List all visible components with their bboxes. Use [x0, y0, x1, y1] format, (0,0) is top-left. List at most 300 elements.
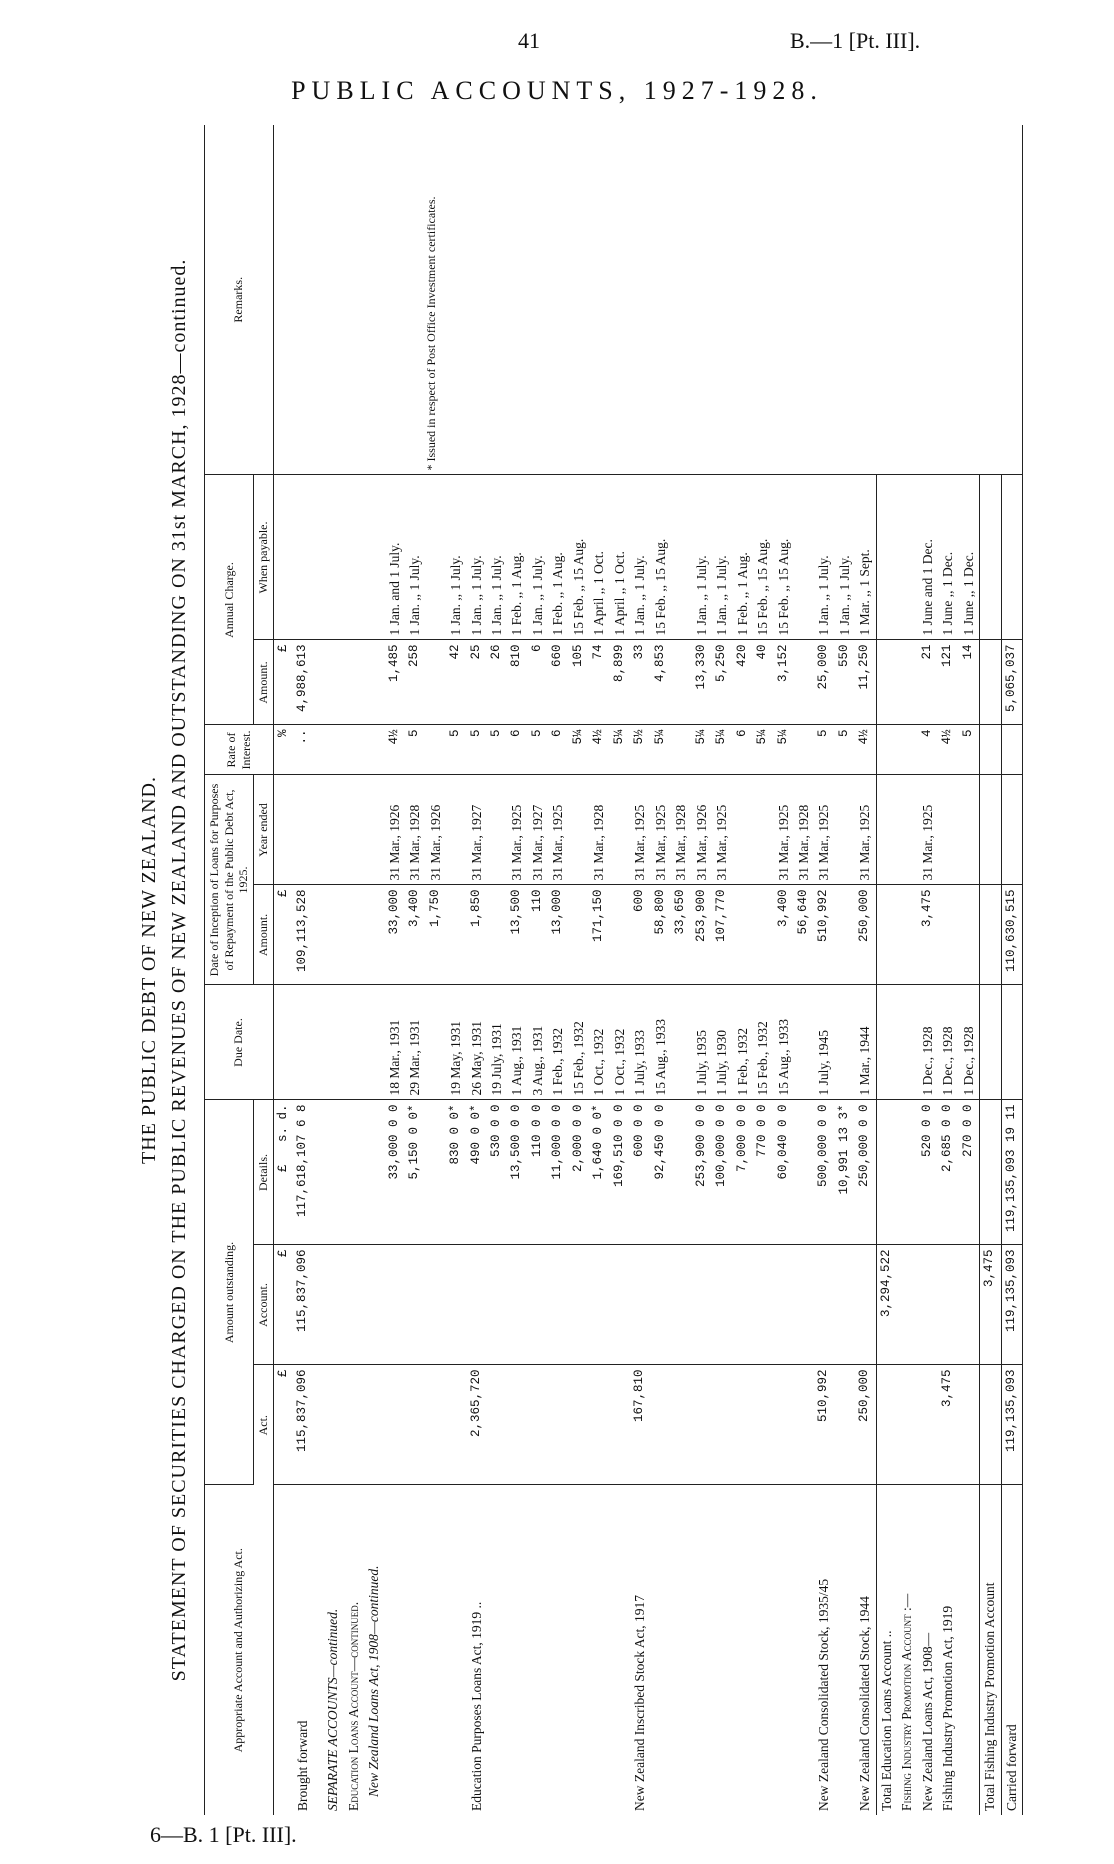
details-cell: 169,510 0 0 [610, 1100, 630, 1245]
remarks-cell [273, 125, 1023, 475]
act-cell: 250,000 [855, 1365, 876, 1485]
due-cell [794, 985, 814, 1100]
when-cell: 1 Jan. ,, 1 July. [630, 475, 650, 640]
when-cell: 1 Feb. ,, 1 Aug. [733, 475, 753, 640]
ac-cell: 33 [630, 640, 650, 725]
act-cell [753, 1365, 773, 1485]
rate-cell: 5 [814, 725, 834, 775]
due-cell: 1 Aug., 1931 [507, 985, 527, 1100]
label-cell [426, 1485, 446, 1815]
details-cell [671, 1100, 691, 1245]
year-cell: 31 Mar., 1926 [426, 775, 446, 885]
unit-pound: £ [273, 1245, 293, 1365]
act-cell [918, 1365, 938, 1485]
ac-cell [980, 640, 1001, 725]
year-cell: 31 Mar., 1925 [548, 775, 568, 885]
rate-cell [426, 725, 446, 775]
act-cell [569, 1365, 589, 1485]
footer-reference: 6—B. 1 [Pt. III]. [150, 1822, 297, 1847]
details-cell: 600 0 0 [630, 1100, 650, 1245]
year-cell [487, 775, 507, 885]
account-cell [692, 1245, 712, 1365]
due-cell [671, 985, 691, 1100]
empty-cell [1001, 775, 1022, 885]
consol-1944-label: New Zealand Consolidated Stock, 1944 [857, 1596, 873, 1811]
inc-cell: 33,000 [385, 885, 405, 985]
act-cell [733, 1365, 753, 1485]
due-cell [980, 985, 1001, 1100]
due-cell: 1 July, 1935 [692, 985, 712, 1100]
account-cell [548, 1245, 568, 1365]
account-cell [712, 1245, 732, 1365]
rate-cell: 5¼ [692, 725, 712, 775]
details-cell: 770 0 0 [753, 1100, 773, 1245]
rate-cell: 5 [467, 725, 487, 775]
account-cell [753, 1245, 773, 1365]
label-cell [753, 1485, 773, 1815]
rate-cell [980, 725, 1001, 775]
due-cell: 1 Dec., 1928 [938, 985, 958, 1100]
when-cell: 1 Jan. ,, 1 July. [487, 475, 507, 640]
inc-cell: 250,000 [855, 885, 876, 985]
account-cell: 3,294,522 [876, 1245, 897, 1365]
act-cell: 2,365,720 [467, 1365, 487, 1485]
when-cell: 15 Feb. ,, 15 Aug. [774, 475, 794, 640]
edu-purposes-label: Education Purposes Loans Act, 1919 .. [468, 1601, 484, 1811]
inc-cell: 13,500 [507, 885, 527, 985]
ac-cell: 258 [405, 640, 425, 725]
ac-cell: 420 [733, 640, 753, 725]
due-cell: 1 Dec., 1928 [959, 985, 980, 1100]
details-cell: 250,000 0 0 [855, 1100, 876, 1245]
ac-cell: 40 [753, 640, 773, 725]
securities-table [204, 125, 1023, 1815]
when-cell [794, 475, 814, 640]
when-cell: 1 Jan. ,, 1 July. [405, 475, 425, 640]
unit-sd: s. d. [275, 1104, 290, 1143]
year-cell [938, 775, 958, 885]
year-cell [959, 775, 980, 885]
when-cell [876, 475, 897, 640]
year-cell [876, 775, 897, 885]
rate-cell: 5¼ [651, 725, 671, 775]
unit-pound: £ [273, 885, 293, 985]
details-cell [794, 1100, 814, 1245]
carried-forward-inception: 110,630,515 [1001, 885, 1022, 985]
carried-forward-details: 119,135,093 19 11 [1001, 1100, 1022, 1245]
year-cell: 31 Mar., 1928 [671, 775, 691, 885]
page-title: PUBLIC ACCOUNTS, 1927-1928. [291, 76, 823, 105]
account-cell [630, 1245, 650, 1365]
label-cell [589, 1485, 609, 1815]
rate-cell: 6 [548, 725, 568, 775]
header-annual-amount: Amount. [253, 640, 273, 725]
when-cell: 15 Feb. ,, 15 Aug. [753, 475, 773, 640]
due-cell: 1 July, 1930 [712, 985, 732, 1100]
ac-cell: 4,853 [651, 640, 671, 725]
details-cell: 830 0 0* [446, 1100, 466, 1245]
account-cell [733, 1245, 753, 1365]
due-cell [876, 985, 897, 1100]
account-cell [959, 1245, 980, 1365]
when-cell [671, 475, 691, 640]
rate-cell: 5 [446, 725, 466, 775]
details-cell: 270 0 0 [959, 1100, 980, 1245]
when-cell: 1 Jan. ,, 1 July. [814, 475, 834, 640]
carried-forward-annual: 5,065,037 [1001, 640, 1022, 725]
inc-cell: 510,992 [814, 885, 834, 985]
consol-1935-label: New Zealand Consolidated Stock, 1935/45 [816, 1578, 832, 1811]
year-cell: 31 Mar., 1926 [692, 775, 712, 885]
details-cell [980, 1100, 1001, 1245]
year-cell: 31 Mar., 1925 [507, 775, 527, 885]
header-inception: Date of Inception of Loans for Purposes of Repayment of the Public Debt Act, 1925. [205, 775, 254, 985]
label-cell [774, 1485, 794, 1815]
account-cell [507, 1245, 527, 1365]
year-cell: 31 Mar., 1925 [630, 775, 650, 885]
year-cell: 31 Mar., 1928 [589, 775, 609, 885]
account-cell [385, 1245, 405, 1365]
year-cell: 31 Mar., 1925 [918, 775, 938, 885]
when-cell: 1 Jan. ,, 1 July. [467, 475, 487, 640]
label-cell [548, 1485, 568, 1815]
details-cell [426, 1100, 446, 1245]
label-cell [959, 1485, 980, 1815]
ac-cell [426, 640, 446, 725]
unit-pound: £ [273, 1365, 293, 1485]
label-cell [835, 1485, 855, 1815]
details-cell: 7,000 0 0 [733, 1100, 753, 1245]
label-cell [794, 1485, 814, 1815]
account-cell [774, 1245, 794, 1365]
year-cell: 31 Mar., 1926 [385, 775, 405, 885]
ac-cell: 121 [938, 640, 958, 725]
unit-pound: £ [275, 1164, 290, 1173]
details-cell: 13,500 0 0 [507, 1100, 527, 1245]
year-cell [980, 775, 1001, 885]
carried-forward-label: Carried forward [1001, 1485, 1022, 1815]
year-cell [733, 775, 753, 885]
rate-cell: 5 [959, 725, 980, 775]
fishing-account-heading: Fishing Industry Promotion Account :— [899, 1593, 915, 1811]
inc-cell [446, 885, 466, 985]
year-cell [753, 775, 773, 885]
when-cell: 1 Jan. ,, 1 July. [528, 475, 548, 640]
empty-cell [1001, 985, 1022, 1100]
year-cell: 31 Mar., 1925 [651, 775, 671, 885]
inc-cell: 3,400 [405, 885, 425, 985]
account-cell [855, 1245, 876, 1365]
account-cell [405, 1245, 425, 1365]
brought-forward-rate: .. [293, 725, 313, 775]
rate-cell [671, 725, 691, 775]
when-cell: 1 Mar. ,, 1 Sept. [855, 475, 876, 640]
inc-cell: 253,900 [692, 885, 712, 985]
act-cell [426, 1365, 446, 1485]
label-cell [569, 1485, 589, 1815]
label-cell [446, 1485, 466, 1815]
when-cell: 1 Feb. ,, 1 Aug. [548, 475, 568, 640]
header-year-ended: Year ended [253, 775, 273, 885]
due-cell: 1 July, 1945 [814, 985, 834, 1100]
rate-cell: 5¼ [610, 725, 630, 775]
account-cell [589, 1245, 609, 1365]
label-cell [385, 1485, 405, 1815]
rate-cell: 5¼ [569, 725, 589, 775]
rate-cell: 4½ [385, 725, 405, 775]
account-cell: 3,475 [980, 1245, 1001, 1365]
label-cell [610, 1485, 630, 1815]
carried-forward-account: 119,135,093 [1001, 1245, 1022, 1365]
inc-cell [487, 885, 507, 985]
account-heading: Education Loans Account—continued. [345, 1601, 361, 1811]
act-heading: New Zealand Loans Act, 1908—continued. [366, 1565, 382, 1797]
empty-cell [1001, 475, 1022, 640]
due-cell: 29 Mar., 1931 [405, 985, 425, 1100]
rate-cell: 5¼ [774, 725, 794, 775]
act-cell [692, 1365, 712, 1485]
act-cell [794, 1365, 814, 1485]
account-cell [814, 1245, 834, 1365]
act-cell [385, 1365, 405, 1485]
when-cell: 15 Feb. ,, 15 Aug. [569, 475, 589, 640]
due-cell: 26 May, 1931 [467, 985, 487, 1100]
fishing-act-label: New Zealand Loans Act, 1908— [919, 1632, 935, 1811]
header-act: Act. [253, 1365, 273, 1485]
act-cell [610, 1365, 630, 1485]
year-cell: 31 Mar., 1927 [528, 775, 548, 885]
rate-cell: 4½ [855, 725, 876, 775]
ac-cell: 14 [959, 640, 980, 725]
carried-forward-act: 119,135,093 [1001, 1365, 1022, 1485]
document-reference: B.—1 [Pt. III]. [790, 28, 921, 53]
rate-cell: 6 [507, 725, 527, 775]
act-cell [835, 1365, 855, 1485]
rate-cell: 4½ [589, 725, 609, 775]
ac-cell: 105 [569, 640, 589, 725]
ac-cell [671, 640, 691, 725]
unit-pound: £ [273, 640, 293, 725]
total-fishing-label: Total Fishing Industry Promotion Account [980, 1485, 1001, 1815]
rate-cell: 5 [528, 725, 548, 775]
rate-cell: 4½ [938, 725, 958, 775]
ac-cell: 74 [589, 640, 609, 725]
act-cell [876, 1365, 897, 1485]
due-cell: 1 Mar., 1944 [855, 985, 876, 1100]
due-cell: 19 May, 1931 [446, 985, 466, 1100]
details-cell: 253,900 0 0 [692, 1100, 712, 1245]
account-cell [610, 1245, 630, 1365]
ac-cell: 11,250 [855, 640, 876, 725]
when-cell [426, 475, 446, 640]
account-cell [938, 1245, 958, 1365]
ac-cell: 21 [918, 640, 938, 725]
brought-forward-details: 117,618,107 6 8 [293, 1100, 313, 1245]
header-remarks: Remarks. [205, 125, 274, 475]
details-cell: 2,685 0 0 [938, 1100, 958, 1245]
details-cell: 1,640 0 0* [589, 1100, 609, 1245]
label-cell [671, 1485, 691, 1815]
ac-cell [876, 640, 897, 725]
ac-cell: 6 [528, 640, 548, 725]
statement-title: THE PUBLIC DEBT OF NEW ZEALAND. [138, 775, 160, 1165]
act-cell: 510,992 [814, 1365, 834, 1485]
label-cell [651, 1485, 671, 1815]
label-cell [528, 1485, 548, 1815]
year-cell: 31 Mar., 1925 [774, 775, 794, 885]
account-cell [569, 1245, 589, 1365]
header-details: Details. [253, 1100, 273, 1245]
statement-subtitle: STATEMENT OF SECURITIES CHARGED ON THE PUBLIC REVENUES OF NEW ZEALAND AND OUTSTANDING ON 31st MARCH, 1928—continued. [168, 258, 190, 1682]
brought-forward-inception: 109,113,528 [293, 885, 313, 985]
due-cell: 1 Feb., 1932 [548, 985, 568, 1100]
year-cell: 31 Mar., 1925 [855, 775, 876, 885]
when-cell: 1 Jan. ,, 1 July. [692, 475, 712, 640]
units-row [273, 125, 293, 1815]
header-when-payable: When payable. [253, 475, 273, 640]
inc-cell [733, 885, 753, 985]
year-cell: 31 Mar., 1927 [467, 775, 487, 885]
when-cell: 1 June ,, 1 Dec. [938, 475, 958, 640]
year-cell: 31 Mar., 1925 [814, 775, 834, 885]
year-cell [569, 775, 589, 885]
label-cell [487, 1485, 507, 1815]
section-heading: SEPARATE ACCOUNTS—continued. [325, 1608, 341, 1811]
ac-cell [794, 640, 814, 725]
rate-cell: 5¼ [753, 725, 773, 775]
details-cell: 110 0 0 [528, 1100, 548, 1245]
ac-cell: 1,485 [385, 640, 405, 725]
unit-pound-sd [273, 1100, 293, 1245]
details-cell: 490 0 0* [467, 1100, 487, 1245]
ac-cell: 810 [507, 640, 527, 725]
account-cell [918, 1245, 938, 1365]
inc-cell [938, 885, 958, 985]
rate-cell: 5½ [630, 725, 650, 775]
act-cell [671, 1365, 691, 1485]
when-cell: 1 Jan. and 1 July. [385, 475, 405, 640]
inc-cell [876, 885, 897, 985]
empty-cell [1001, 725, 1022, 775]
details-cell: 33,000 0 0 [385, 1100, 405, 1245]
act-cell [589, 1365, 609, 1485]
rate-cell: 5 [405, 725, 425, 775]
act-cell [980, 1365, 1001, 1485]
inc-cell: 1,850 [467, 885, 487, 985]
ac-cell: 42 [446, 640, 466, 725]
when-cell: 1 Jan. ,, 1 July. [446, 475, 466, 640]
rate-cell: 5 [835, 725, 855, 775]
inc-cell [610, 885, 630, 985]
rate-cell: 5 [487, 725, 507, 775]
account-cell [835, 1245, 855, 1365]
header-account: Account. [253, 1245, 273, 1365]
act-cell [446, 1365, 466, 1485]
inc-cell: 3,475 [918, 885, 938, 985]
when-cell: 1 April ,, 1 Oct. [610, 475, 630, 640]
brought-forward-act: 115,837,096 [293, 1365, 313, 1485]
details-cell: 92,450 0 0 [651, 1100, 671, 1245]
due-cell: 15 Aug., 1933 [651, 985, 671, 1100]
details-cell: 2,000 0 0 [569, 1100, 589, 1245]
rate-cell: 5¼ [712, 725, 732, 775]
account-cell [487, 1245, 507, 1365]
inc-cell: 171,150 [589, 885, 609, 985]
inc-cell: 3,400 [774, 885, 794, 985]
inc-cell: 58,800 [651, 885, 671, 985]
inc-cell [959, 885, 980, 985]
account-cell [671, 1245, 691, 1365]
rate-cell: 6 [733, 725, 753, 775]
year-cell: 31 Mar., 1925 [712, 775, 732, 885]
header-due-date: Due Date. [205, 985, 274, 1100]
due-cell: 18 Mar., 1931 [385, 985, 405, 1100]
rate-cell [876, 725, 897, 775]
ac-cell: 25 [467, 640, 487, 725]
due-cell [426, 985, 446, 1100]
ac-cell: 8,899 [610, 640, 630, 725]
due-cell: 1 Oct., 1932 [589, 985, 609, 1100]
details-cell: 100,000 0 0 [712, 1100, 732, 1245]
account-cell [446, 1245, 466, 1365]
header-appropriate-account: Appropriate Account and Authorizing Act. [205, 1485, 274, 1815]
details-cell: 10,991 13 3* [835, 1100, 855, 1245]
when-cell [980, 475, 1001, 640]
when-cell: 1 Jan. ,, 1 July. [712, 475, 732, 640]
rotated-table-area [138, 125, 1019, 1815]
inscribed-stock-label: New Zealand Inscribed Stock Act, 1917 [632, 1595, 648, 1811]
rate-cell [794, 725, 814, 775]
act-cell: 3,475 [938, 1365, 958, 1485]
act-cell [959, 1365, 980, 1485]
when-cell: 1 June and 1 Dec. [918, 475, 938, 640]
header-annual-charge: Annual Charge. [205, 475, 254, 725]
remark-text: * Issued in respect of Post Office Investment certificates. [423, 196, 438, 471]
brought-forward-account: 115,837,096 [293, 1245, 313, 1365]
label-cell [405, 1485, 425, 1815]
due-cell: 15 Feb., 1932 [753, 985, 773, 1100]
rate-cell: 4 [918, 725, 938, 775]
inc-cell [835, 885, 855, 985]
due-cell: 19 July, 1931 [487, 985, 507, 1100]
act-cell [774, 1365, 794, 1485]
details-cell: 500,000 0 0 [814, 1100, 834, 1245]
brought-forward-label: Brought forward [294, 1720, 310, 1811]
act-cell [548, 1365, 568, 1485]
year-cell: 31 Mar., 1928 [794, 775, 814, 885]
total-education-label: Total Education Loans Account .. [876, 1485, 897, 1815]
brought-forward-annual: 4,988,613 [293, 640, 313, 725]
ac-cell: 550 [835, 640, 855, 725]
when-cell: 1 Feb. ,, 1 Aug. [507, 475, 527, 640]
act-cell [487, 1365, 507, 1485]
details-cell [876, 1100, 897, 1245]
account-cell [528, 1245, 548, 1365]
ac-cell: 5,250 [712, 640, 732, 725]
ac-cell: 25,000 [814, 640, 834, 725]
details-cell: 530 0 0 [487, 1100, 507, 1245]
when-cell: 1 Jan. ,, 1 July. [835, 475, 855, 640]
header-amount-outstanding: Amount outstanding. [205, 1100, 254, 1485]
due-cell: 15 Feb., 1932 [569, 985, 589, 1100]
details-cell: 5,150 0 0* [405, 1100, 425, 1245]
inc-cell: 1,750 [426, 885, 446, 985]
header-inception-amount: Amount. [253, 885, 273, 985]
account-cell [426, 1245, 446, 1365]
ac-cell: 26 [487, 640, 507, 725]
inc-cell: 107,770 [712, 885, 732, 985]
inc-cell: 13,000 [548, 885, 568, 985]
